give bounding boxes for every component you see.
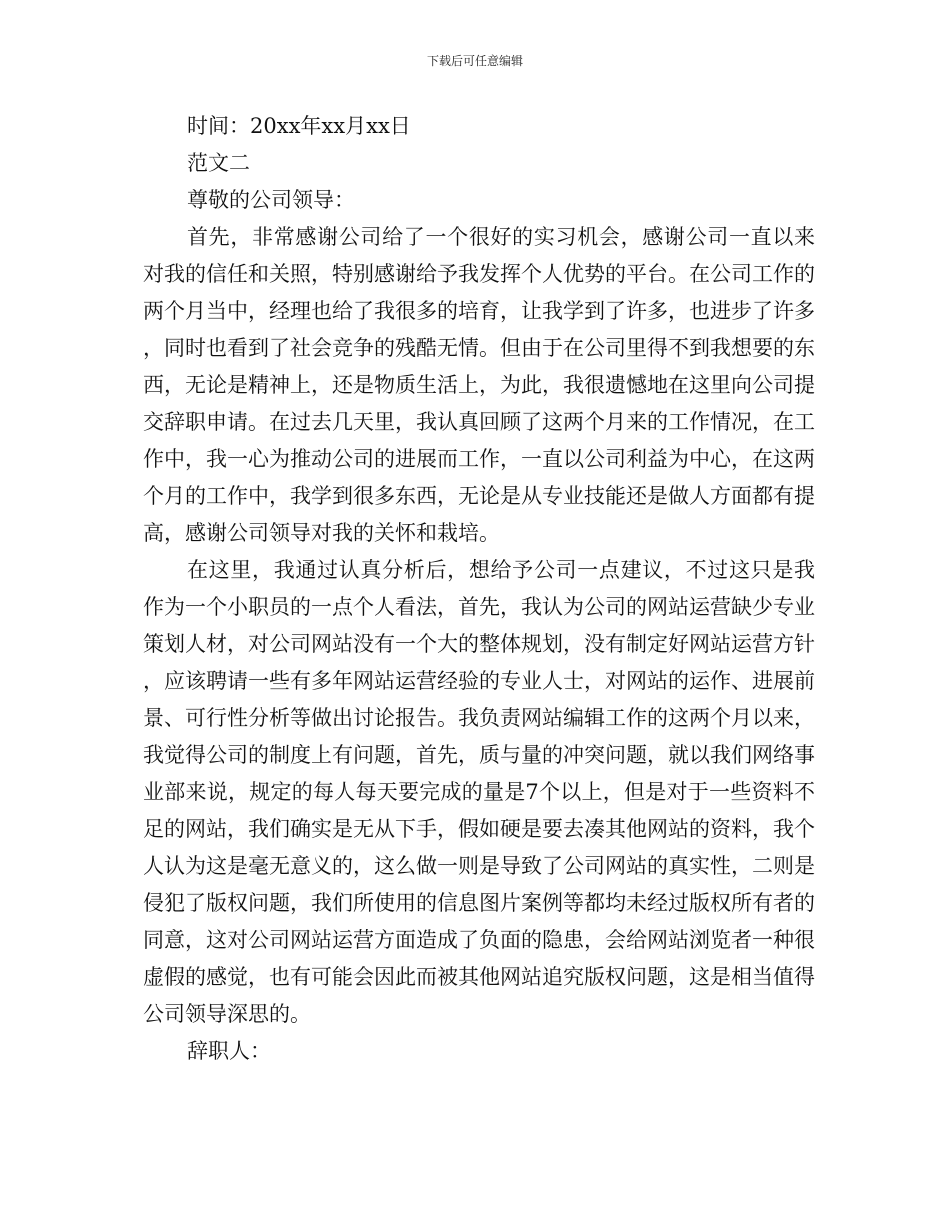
paragraph-suggestions: 在这里，我通过认真分析后，想给予公司一点建议，不过这只是我作为一个小职员的一点个人看法，首先，我认为公司的网站运营缺少专业策划人材，对公司网站没有一个大的整体规划，没有制定好网站运营方针，应该聘请一些有多年网站运营经验的专业人士，对网站的运作、进展前景、可行性分析等做出讨论报告。我负责网站编辑工作的这两个月以来，我觉得公司的制度上有问题，首先，质与量的冲突问题，就以我们网络事业部来说，规定的每人每天要完成的量是7个以上，但是对于一些资料不足的网站，我们确实是无从下手，假如硬是要去凑其他网站的资料，我个人认为这是毫无意义的，这么做一则是导致了公司网站的真实性，二则是侵犯了版权问题，我们所使用的信息图片案例等都均未经过版权所有者的同意，这对公司网站运营方面造成了负面的隐患，会给网站浏览者一种很虚假的感觉，也有可能会因此而被其他网站追究版权问题，这是相当值得公司领导深思的。 — [143, 558, 815, 1026]
paragraph-gratitude: 首先，非常感谢公司给了一个很好的实习机会，感谢公司一直以来对我的信任和关照，特别感谢给予我发挥个人优势的平台。在公司工作的两个月当中，经理也给了我很多的培育，让我学到了许多，也进步了许多，同时也看到了社会竞争的残酷无情。但由于在公司里得不到我想要的东西，无论是精神上，还是物质生活上，为此，我很遗憾地在这里向公司提交辞职申请。在过去几天里，我认真回顾了这两个月来的工作情况，在工作中，我一心为推动公司的进展而工作，一直以公司利益为中心，在这两个月的工作中，我学到很多东西，无论是从专业技能还是做人方面都有提高，感谢公司领导对我的关怀和栽培。 — [143, 225, 815, 545]
section-title: 范文二 — [187, 151, 250, 175]
date-line: 时间：20xx年xx月xx日 — [187, 114, 411, 138]
signature-label: 辞职人： — [187, 1039, 271, 1063]
salutation: 尊敬的公司领导： — [187, 188, 355, 212]
page-header: 下载后可任意编辑 — [426, 54, 523, 68]
document-body — [143, 108, 815, 1070]
